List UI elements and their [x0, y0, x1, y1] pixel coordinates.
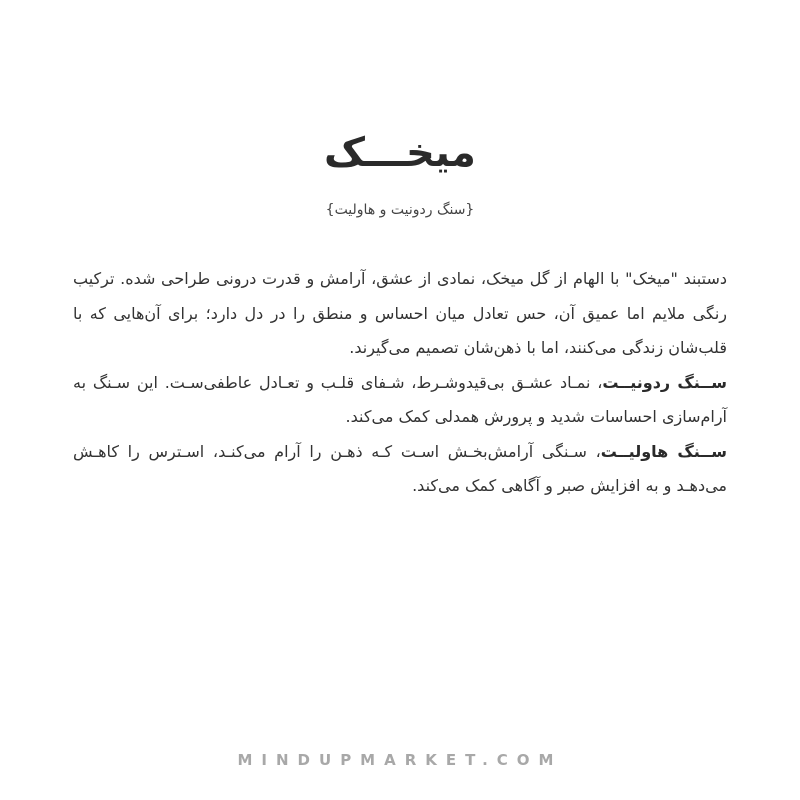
- description-body: [73, 262, 727, 504]
- stone-description-howlite: ، سـنگی آرامش‌بخـش اسـت کـه ذهـن را آرام می‌کنـد، اسـترس را کاهـش می‌دهـد و به افزایش صبر و آگاهی کمک می‌کند.: [73, 441, 727, 495]
- stone-name-rhodonite: ســنگ ردونیــت: [602, 372, 728, 392]
- page-title: میخـــک: [324, 130, 476, 176]
- stone-description-rhodonite: ، نمـاد عشـق بی‌قیدوشـرط، شـفای قلـب و تعـادل عاطفی‌سـت. این سـنگ به آرام‌سازی احساسات شدید و پرورش همدلی کمک می‌کند.: [73, 372, 727, 426]
- intro-paragraph: دستبند "میخک" با الهام از گل میخک، نمادی از عشق، آرامش و قدرت درونی طراحی شده. ترکیب رنگی ملایم اما عمیق آن، حس تعادل میان احساس و منطق را در دل دارد؛ برای آن‌هایی که با قلب‌شان زندگی می‌کنند، اما با ذهن‌شان تصمیم می‌گیرند.: [73, 269, 727, 357]
- stone-paragraph-rhodonite: [73, 366, 727, 435]
- site-watermark: MINDUPMARKET.COM: [237, 751, 563, 769]
- stone-paragraph-howlite: [73, 435, 727, 504]
- stone-name-howlite: ســنگ هاولیــت: [600, 441, 727, 461]
- page-subtitle: {سنگ ردونیت و هاولیت}: [325, 202, 475, 218]
